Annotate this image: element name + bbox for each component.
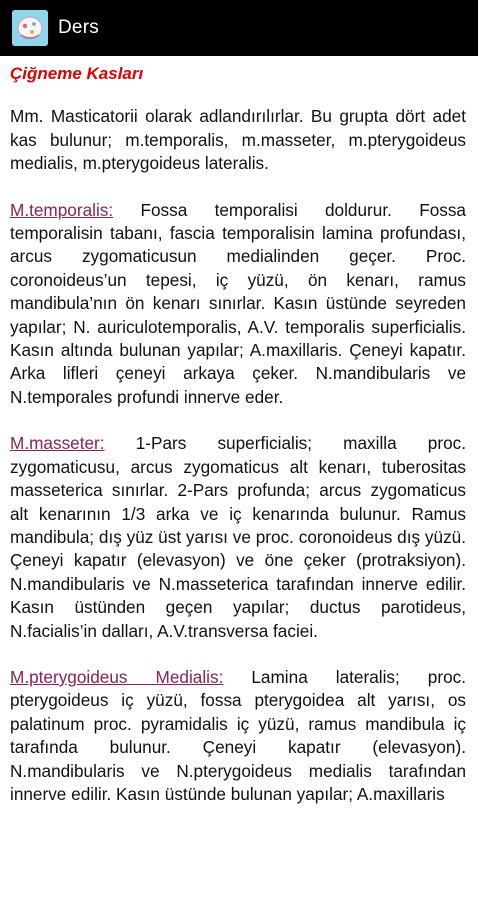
section-text-pterygoideus-medialis: Lamina lateralis; proc. pterygoideus iç yüzü, fossa pterygoidea alt yarısı, os palatinum proc. pyramidalis iç yüzü, ramus mandibula iç tarafında bulunur. Çeneyi kapatır (elevasyon). N.mandibularis ve N.pterygoideus medialis tarafından innerve edilir. Kasın üstünde bulunan yapılar; A.maxillaris (10, 666, 466, 804)
section-text-temporalis: Fossa temporalisi doldurur. Fossa temporalisin tabanı, fascia temporalisin lamina profundası, arcus zygomaticusun medialinden geçer. Proc. coronoideus’un tepesi, iç yüzü, ön kenarı, ramus mandibula’nın ön kenarı sınırlar. Kasın üstünde seyreden yapılar; N. auriculotemporalis, A.V. temporalis superficialis. Kasın altında bulunan yapılar; A.maxillaris. Çeneyi kapatır. Arka lifleri çeneyi arkaya çeker. N.mandibularis ve N.temporales profundi innerve eder. (10, 199, 466, 407)
lesson-content (10, 62, 466, 829)
term-link-masseter[interactable]: M.masseter: (10, 433, 105, 454)
section-temporalis (10, 199, 466, 410)
anatomy-app-icon[interactable] (12, 10, 48, 46)
section-masseter (10, 432, 466, 643)
app-title: Ders (58, 17, 99, 38)
intro-paragraph: Mm. Masticatorii olarak adlandırılırlar. Bu grupta dört adet kas bulunur; m.temporalis, m.masseter, m.pterygoideus medialis, m.pterygoideus lateralis. (10, 106, 466, 174)
section-pterygoideus-medialis (10, 666, 466, 806)
page-title: Çiğneme Kasları (10, 64, 144, 83)
term-link-pterygoideus-medialis[interactable]: M.pterygoideus Medialis: (10, 666, 224, 687)
section-text-masseter: 1-Pars superficialis; maxilla proc. zygomaticusu, arcus zygomaticus alt kenarı, tuberositas masseterica sınırlar. 2-Pars profunda; arcus zygomaticus alt kenarının 1/3 arka ve iç kenarında bulunur. Ramus mandibula; dış yüz üst yarısı ve proc. coronoideus dış yüzü. Çeneyi kapatır (elevasyon) ve öne çeker (protraksiyon). N.mandibularis ve N.masseterica tarafından innerve edilir. Kasın üstünden geçen yapılar; ductus parotideus, N.facialis’in dalları, A.V.transversa faciei. (10, 433, 466, 641)
term-link-temporalis[interactable]: M.temporalis: (10, 199, 114, 220)
action-bar (0, 0, 478, 56)
